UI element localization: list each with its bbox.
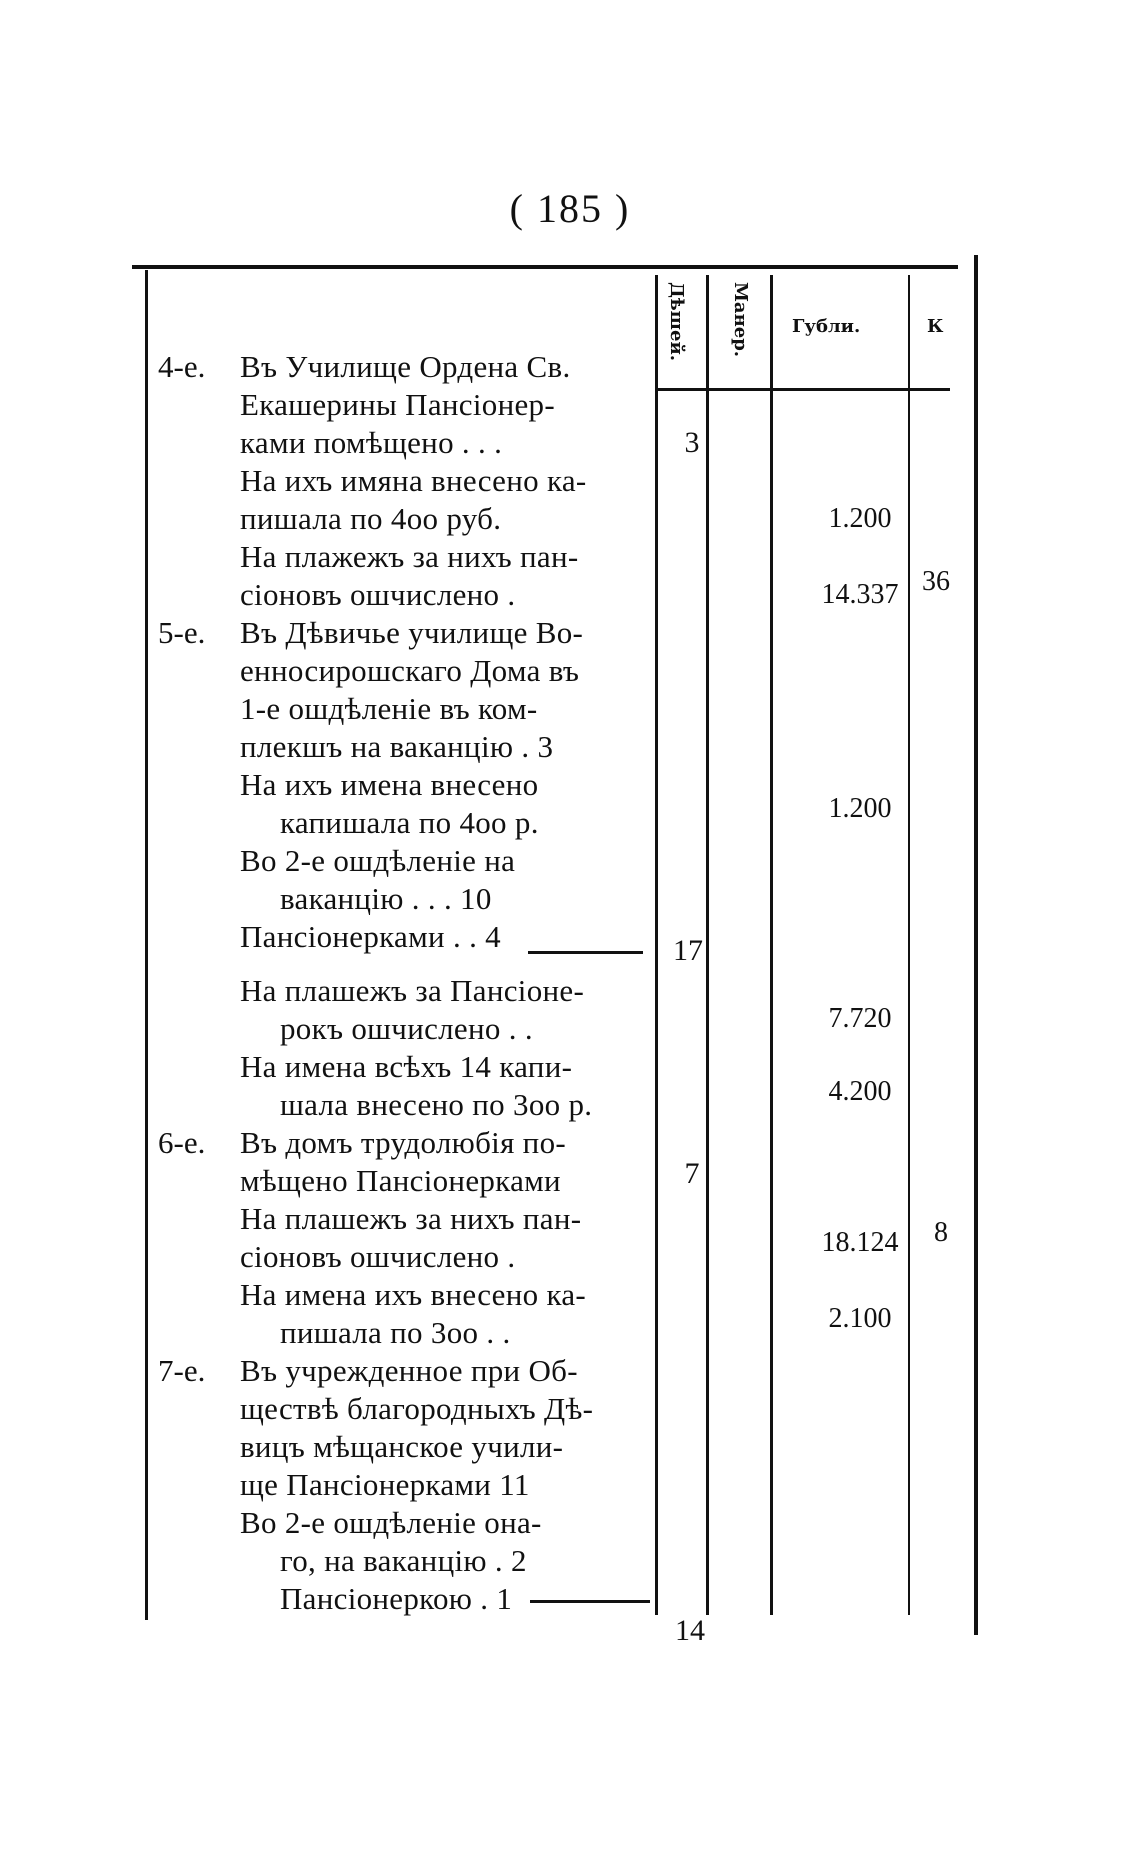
entry-line: рокъ ошчислено . . (280, 1011, 533, 1046)
entry-line: На ихъ имена внесено (240, 767, 539, 802)
entry-line: енносирошскаго Дома въ (240, 653, 580, 688)
rubles-amount: 2.100 (828, 1303, 892, 1334)
top-rule (132, 265, 958, 269)
entry-line: Екашерины Пансіонер- (240, 387, 555, 422)
section-marker: 7-е. (158, 1353, 206, 1388)
rubles-amount: 1.200 (828, 793, 892, 824)
children-subtotal: 17 (673, 934, 703, 967)
entry-line: пишала по 4оо руб. (240, 501, 502, 536)
rubles-amount: 7.720 (828, 1003, 892, 1034)
entry-line: 1-е ошдѣленіе въ ком- (240, 691, 538, 726)
entry-line: ками помѣщено . . . (240, 425, 503, 460)
entry-line: плекшъ на ваканцію . 3 (240, 729, 554, 764)
entry-line: капишала по 4оо р. (280, 805, 539, 840)
entry-line: На плажежъ за нихъ пан- (240, 539, 579, 574)
rubles-amount: 18.124 (821, 1227, 899, 1258)
entry-line: ваканцію . . . 10 (280, 881, 492, 916)
subtotal-rule-2 (530, 1600, 650, 1603)
entry-line: На плашежъ за нихъ пан- (240, 1201, 582, 1236)
rubles-amount: 4.200 (828, 1076, 892, 1107)
entry-line: ществѣ благородныхъ Дѣ- (240, 1391, 594, 1426)
entry-line: Въ домъ трудолюбія по- (240, 1125, 566, 1160)
entry-line: мѣщено Пансіонерками (240, 1163, 561, 1198)
entry-line: Въ Училище Ордена Св. (240, 349, 571, 384)
header-children: Дѣшей. (666, 282, 687, 362)
children-count: 3 (684, 426, 700, 459)
entry-line: ще Пансіонерками 11 (240, 1467, 530, 1502)
kopecks-amount: 36 (922, 566, 950, 597)
entry-line: Въ Дѣвичье училище Во- (240, 615, 584, 650)
entry-line: сіоновъ ошчислено . (240, 577, 516, 612)
entry-line: пишала по 3оо . . (280, 1315, 511, 1350)
page-number: ( 185 ) (509, 186, 631, 231)
kopecks-amount: 8 (934, 1217, 948, 1248)
left-border (145, 270, 148, 1620)
entry-line: Пансіонеркою . 1 (280, 1581, 513, 1616)
header-underline (655, 388, 950, 391)
section-marker: 5-е. (158, 615, 206, 650)
children-subtotal: 14 (675, 1614, 705, 1647)
entry-line: Во 2-е ошдѣленіе она- (240, 1505, 542, 1540)
rubles-amount: 1.200 (828, 503, 892, 534)
right-border (974, 255, 978, 1635)
header-rubles: Губли. (792, 316, 861, 337)
entry-line: Въ учрежденное при Об- (240, 1353, 578, 1388)
header-manners: Манер. (730, 282, 751, 358)
entry-line: На имена ихъ внесено ка- (240, 1277, 587, 1312)
col-divider-rubles (770, 275, 773, 1615)
children-count: 7 (684, 1157, 700, 1190)
header-kopecks: К (927, 316, 944, 337)
entry-line: Во 2-е ошдѣленіе на (240, 843, 516, 878)
subtotal-rule-1 (528, 951, 643, 954)
col-divider-kopecks (908, 275, 910, 1615)
entry-line: го, на ваканцію . 2 (280, 1543, 527, 1578)
section-marker: 6-е. (158, 1125, 206, 1160)
entry-line: сіоновъ ошчислено . (240, 1239, 516, 1274)
entry-line: На ихъ имяна внесено ка- (240, 463, 587, 498)
section-marker: 4-е. (158, 349, 206, 384)
entry-line: вицъ мѣщанское учили- (240, 1429, 564, 1464)
entry-line: На плашежъ за Пансіоне- (240, 973, 585, 1008)
entry-line: шала внесено по 3оо р. (280, 1087, 593, 1122)
entry-line: Пансіонерками . . 4 (240, 919, 501, 954)
rubles-amount: 14.337 (821, 579, 899, 610)
entry-line: На имена всѣхъ 14 капи- (240, 1049, 573, 1084)
